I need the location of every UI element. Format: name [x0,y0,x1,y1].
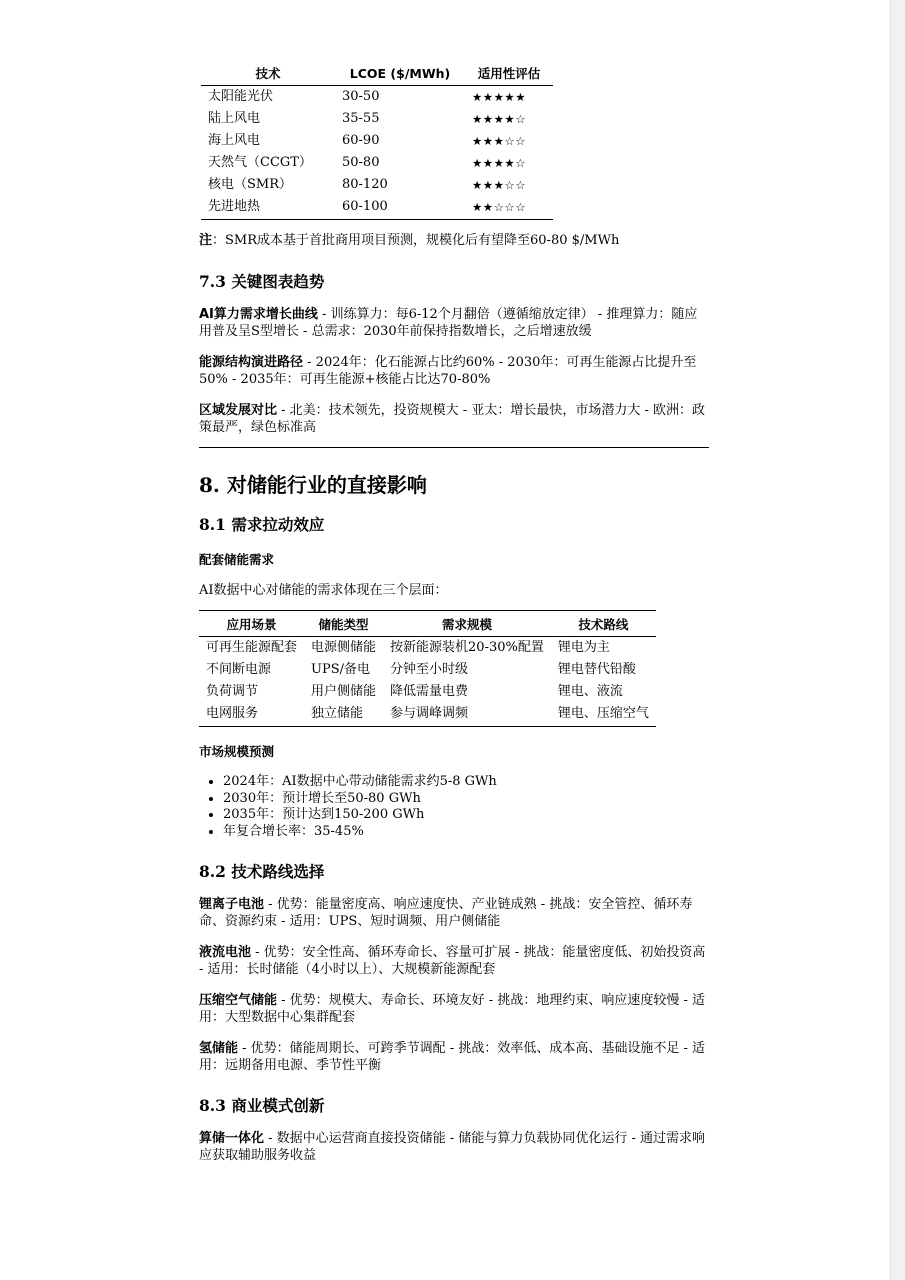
section-heading: 8.3 商业模式创新 [199,1096,325,1115]
chapter-heading: 8. 对储能行业的直接影响 [199,473,427,497]
rating-stars: ★★☆☆☆ [472,200,527,214]
table-cell: 60-90 [342,133,380,148]
list-item: • 2035年：预计达到150-200 GWh [223,807,709,824]
paragraph: 压缩空气储能 - 优势：规模大、寿命长、环境友好 - 挑战：地理约束、响应速度较慢 - 适用：大型数据中心集群配套 [199,993,705,1025]
table-cell: 用户侧储能 [311,684,377,699]
list-item: • 2024年：AI数据中心带动储能需求约5-8 GWh [223,774,709,791]
note-text: ：SMR成本基于首批商用项目预测，规模化后有望降至60-80 $/MWh [212,233,620,248]
table-row [201,152,553,174]
table-cell: 锂电替代铅酸 [557,662,636,677]
list-item: • 年复合增长率：35-45% [223,824,709,841]
paragraph: AI数据中心对储能的需求体现在三个层面： [199,583,448,598]
table-cell: 锂电、液流 [557,684,623,699]
table-row [199,681,656,703]
rating-stars: ★★★☆☆ [472,134,527,148]
subheading: 配套储能需求 [199,552,275,567]
document-body [199,60,709,1164]
table-cell: 可再生能源配套 [206,640,298,655]
table-cell: 降低需量电费 [390,684,469,699]
paragraph: 能源结构演进路径 - 2024年：化石能源占比约60% - 2030年：可再生能源占比提升至50% - 2035年：可再生能源+核能占比达70-80% [199,355,697,387]
table-cell: 不间断电源 [206,662,272,677]
table-row [201,86,553,109]
table-cell: 陆上风电 [208,111,261,126]
table-header-row [201,60,553,86]
table-cell: 30-50 [342,89,380,104]
table-cell: 天然气（CCGT） [208,155,312,170]
list-item: • 2030年：预计增长至50-80 GWh [223,791,709,808]
paragraph: 区域发展对比 - 北美：技术领先，投资规模大 - 亚太：增长最快，市场潜力大 - 欧洲：政策最严，绿色标准高 [199,403,705,435]
table-cell: 核电（SMR） [208,177,293,192]
table-cell: 60-100 [342,199,388,214]
subheading: 市场规模预测 [199,744,275,759]
table-row [201,196,553,220]
table-cell: 先进地热 [208,199,261,214]
table-row [201,130,553,152]
section-heading: 8.2 技术路线选择 [199,862,325,881]
scrollbar[interactable] [890,0,905,1280]
column-header: 应用场景 [226,617,277,632]
table-cell: 35-55 [342,111,380,126]
column-header: 技术路线 [578,617,629,632]
table-cell: 太阳能光伏 [208,89,274,104]
table-cell: UPS/备电 [311,662,371,677]
table-cell: 独立储能 [311,706,364,721]
column-header: 需求规模 [441,617,492,632]
rating-stars: ★★★★☆ [472,112,527,126]
table-cell: 电网服务 [206,706,259,721]
rating-stars: ★★★★☆ [472,156,527,170]
section-heading: 8.1 需求拉动效应 [199,515,325,534]
table-row [199,703,656,727]
rating-stars: ★★★★★ [472,90,527,104]
table-cell: 负荷调节 [206,684,259,699]
column-header: 技术 [255,66,281,81]
column-header: LCOE ($/MWh) [349,66,451,81]
forecast-list [199,774,709,840]
table-cell: 50-80 [342,155,380,170]
section-divider [199,447,709,448]
section-heading: 7.3 关键图表趋势 [199,272,325,291]
column-header: 适用性评估 [477,66,541,81]
table-row [199,637,656,660]
paragraph: 算储一体化 - 数据中心运营商直接投资储能 - 储能与算力负载协同优化运行 - 通过需求响应获取辅助服务收益 [199,1131,705,1163]
table-cell: 分钟至小时级 [390,662,469,677]
demand-table [199,610,656,727]
column-header: 储能类型 [318,617,369,632]
table-header-row [199,611,656,637]
table-row [201,108,553,130]
paragraph: 氢储能 - 优势：储能周期长、可跨季节调配 - 挑战：效率低、成本高、基础设施不足 - 适用：远期备用电源、季节性平衡 [199,1041,705,1073]
rating-stars: ★★★☆☆ [472,178,527,192]
table-cell: 海上风电 [208,133,261,148]
table-cell: 锂电为主 [557,640,610,655]
table-row [199,659,656,681]
note-label: 注 [199,233,213,248]
paragraph: 液流电池 - 优势：安全性高、循环寿命长、容量可扩展 - 挑战：能量密度低、初始投资高 - 适用：长时储能（4小时以上）、大规模新能源配套 [199,945,706,977]
table-cell: 按新能源装机20-30%配置 [390,640,544,655]
table-note [199,232,709,249]
lcoe-table [201,60,553,220]
paragraph: 锂离子电池 - 优势：能量密度高、响应速度快、产业链成熟 - 挑战：安全管控、循环寿命、资源约束 - 适用：UPS、短时调频、用户侧储能 [199,897,693,929]
paragraph: AI算力需求增长曲线 - 训练算力：每6-12个月翻倍（遵循缩放定律） - 推理算力：随应用普及呈S型增长 - 总需求：2030年前保持指数增长，之后增速放缓 [199,307,698,339]
table-cell: 锂电、压缩空气 [557,706,649,721]
table-cell: 电源侧储能 [311,640,377,655]
table-row [201,174,553,196]
table-cell: 参与调峰调频 [390,706,469,721]
table-cell: 80-120 [342,177,388,192]
